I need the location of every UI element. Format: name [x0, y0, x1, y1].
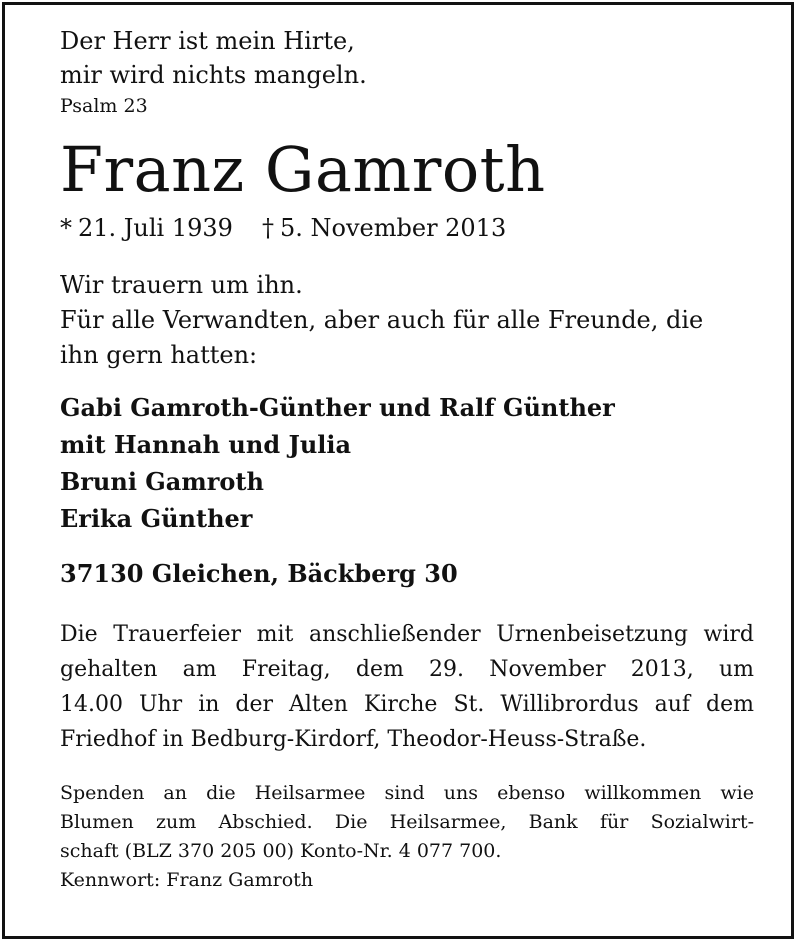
deceased-name: Franz Gamroth [60, 133, 546, 206]
service-line-4: Friedhof in Bedburg-Kirdorf, Theodor-Heuss-Straße. [60, 727, 647, 752]
quote-line-1: Der Herr ist mein Hirte, [60, 27, 355, 55]
death-date: 5. November 2013 [280, 214, 507, 242]
donation-line-2: Blumen zum Abschied. Die Heilsarmee, Bank für Sozialwirt- [60, 811, 754, 833]
service-line-1: Die Trauerfeier mit anschließender Urnenbeisetzung wird [60, 622, 754, 647]
service-info [60, 617, 754, 757]
family-line-2: mit Hannah und Julia [60, 430, 352, 459]
donation-line-4: Kennwort: Franz Gamroth [60, 869, 314, 891]
death-cross-icon: † [262, 214, 274, 242]
service-line-2: gehalten am Freitag, dem 29. November 2013, um [60, 657, 754, 682]
birth-star-icon: * [60, 214, 72, 242]
family-line-3: Bruni Gamroth [60, 467, 264, 496]
birth-date-group [60, 212, 262, 244]
life-dates [60, 212, 754, 244]
mourning-text [60, 268, 754, 373]
mourning-line-1: Wir trauern um ihn. [60, 271, 303, 299]
obituary-content [60, 24, 754, 895]
death-date-group [262, 212, 506, 244]
birth-date: 21. Juli 1939 [78, 214, 233, 242]
service-line-3: 14.00 Uhr in der Alten Kirche St. Willibrordus auf dem [60, 692, 754, 717]
mourning-line-2: Für alle Verwandten, aber auch für alle Freunde, die [60, 306, 704, 334]
donation-line-3: schaft (BLZ 370 205 00) Konto-Nr. 4 077 700. [60, 840, 502, 862]
family-names [60, 389, 754, 537]
family-address: 37130 Gleichen, Bäckberg 30 [60, 559, 458, 588]
family-line-1: Gabi Gamroth-Günther und Ralf Günther [60, 393, 615, 422]
family-line-4: Erika Günther [60, 504, 253, 533]
mourning-line-3: ihn gern hatten: [60, 341, 258, 369]
donation-line-1: Spenden an die Heilsarmee sind uns ebenso willkommen wie [60, 782, 754, 804]
donation-info [60, 779, 754, 895]
quote-source: Psalm 23 [60, 95, 148, 117]
quote-line-2: mir wird nichts mangeln. [60, 61, 367, 89]
psalm-quote [60, 24, 754, 120]
